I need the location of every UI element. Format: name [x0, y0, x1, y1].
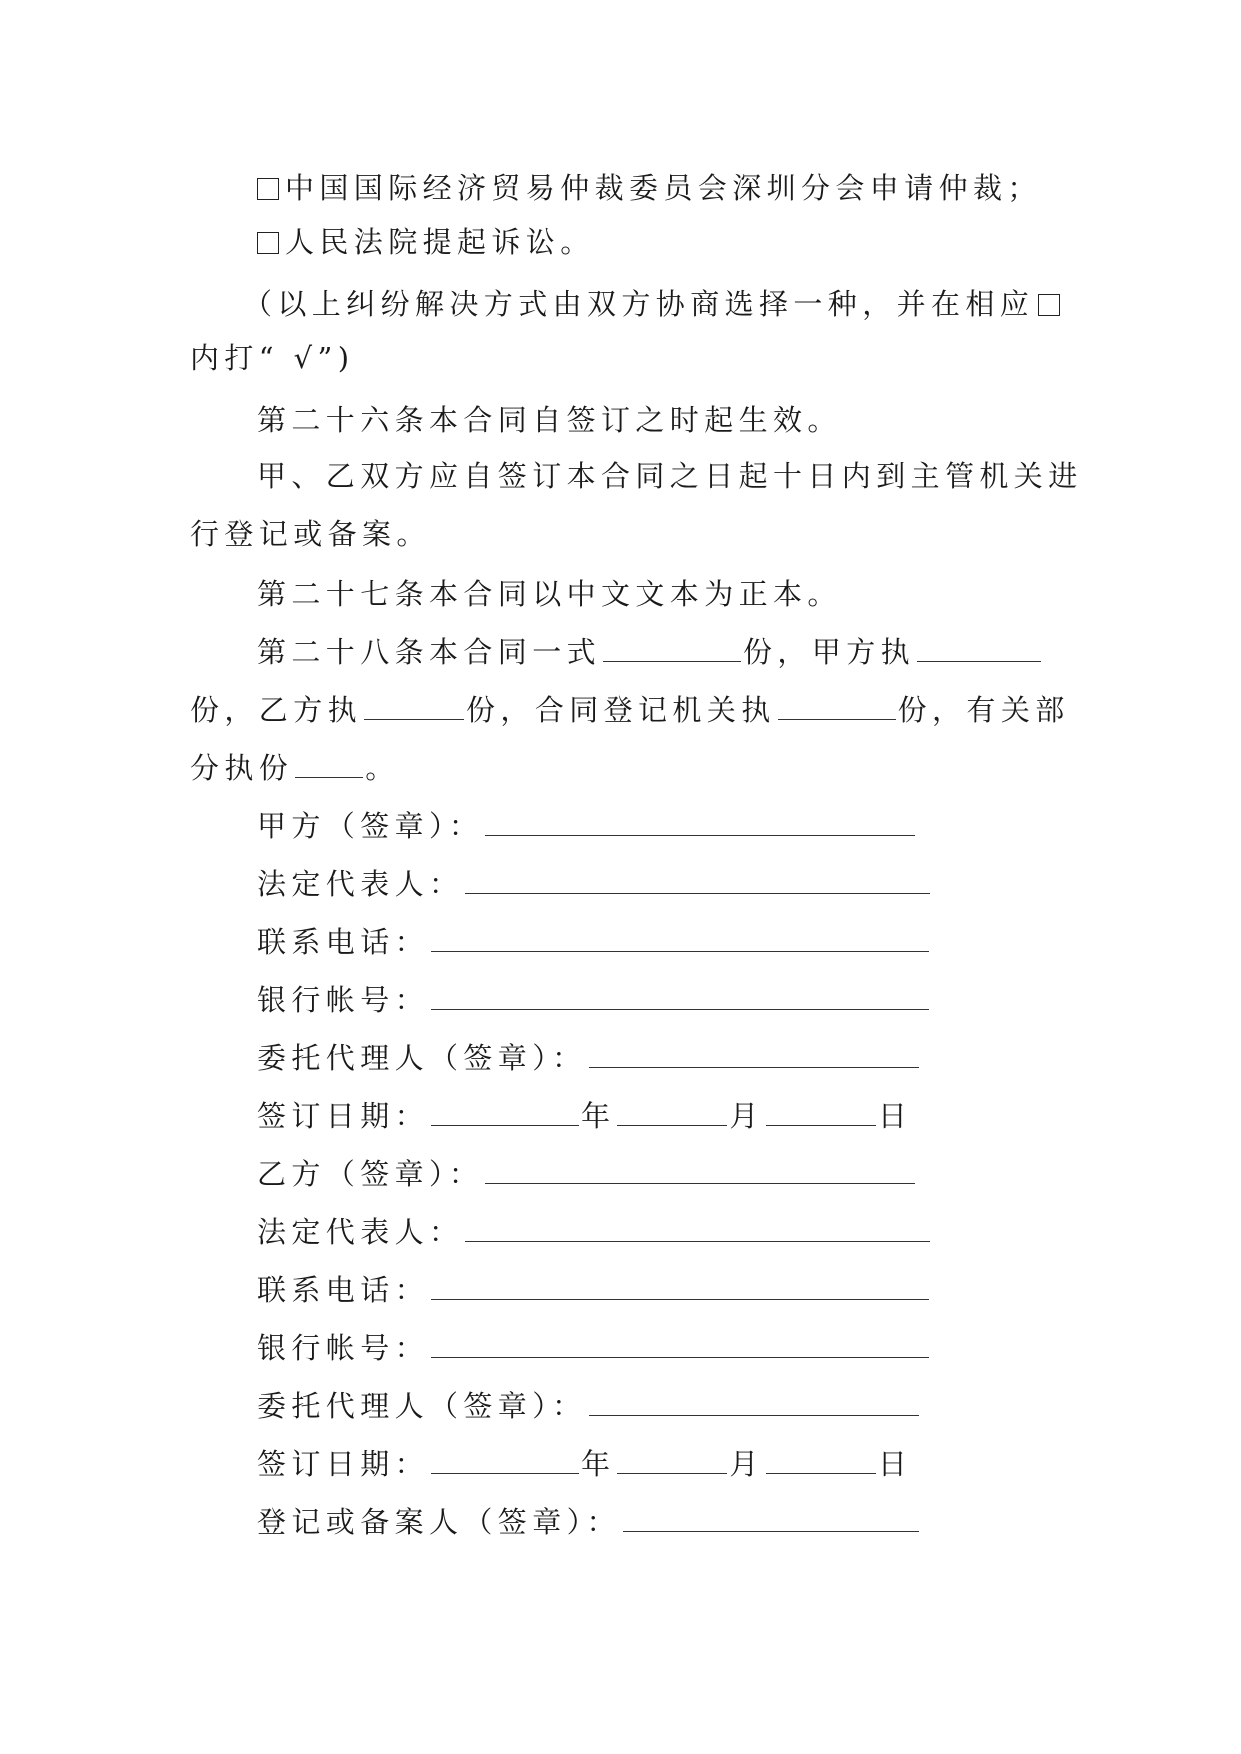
party-b-sign-field[interactable]	[485, 1159, 915, 1184]
party-a-sign-row: 甲方（签章）：	[257, 806, 917, 846]
party-b-year-field[interactable]	[431, 1449, 579, 1474]
option-arbitration: 中国国际经济贸易仲裁委员会深圳分会申请仲裁；	[257, 168, 1042, 208]
party-a-phone-row: 联系电话：	[257, 922, 931, 962]
party-a-month-field[interactable]	[617, 1101, 727, 1126]
article-28-cont: 份，乙方执 份，合同登记机关执 份，有关部	[190, 693, 1070, 727]
selection-note-cont: 内打“ √”)	[190, 341, 355, 375]
registration-clause: 甲、乙双方应自签订本合同之日起十日内到主管机关进	[257, 459, 1083, 493]
copies-party-a-field[interactable]	[917, 637, 1041, 662]
option-litigation: 人民法院提起诉讼。	[257, 222, 595, 262]
party-b-agent-row: 委托代理人（签章）：	[257, 1386, 921, 1426]
party-b-sign-row: 乙方（签章）：	[257, 1154, 917, 1194]
party-a-agent-field[interactable]	[589, 1043, 919, 1068]
party-b-bank-field[interactable]	[431, 1333, 929, 1358]
checkbox-arbitration[interactable]	[257, 178, 279, 200]
copies-party-b-field[interactable]	[364, 695, 464, 720]
party-b-bank-row: 银行帐号：	[257, 1328, 931, 1368]
party-b-month-field[interactable]	[617, 1449, 727, 1474]
registrar-row: 登记或备案人（签章）：	[257, 1502, 921, 1542]
party-a-rep-field[interactable]	[465, 869, 930, 894]
party-b-day-field[interactable]	[766, 1449, 876, 1474]
party-a-bank-row: 银行帐号：	[257, 980, 931, 1020]
party-a-phone-field[interactable]	[431, 927, 929, 952]
party-a-date-row: 签订日期： 年 月 日	[257, 1099, 913, 1133]
party-a-agent-row: 委托代理人（签章）：	[257, 1038, 921, 1078]
article-27: 第二十七条本合同以中文文本为正本。	[257, 577, 842, 611]
registrar-sign-field[interactable]	[623, 1507, 919, 1532]
party-a-rep-row: 法定代表人：	[257, 864, 932, 904]
party-b-date-row: 签订日期： 年 月 日	[257, 1447, 913, 1481]
article-28: 第二十八条本合同一式 份，甲方执	[257, 632, 1043, 672]
party-b-agent-field[interactable]	[589, 1391, 919, 1416]
copies-total-field[interactable]	[603, 637, 741, 662]
party-b-rep-row: 法定代表人：	[257, 1212, 932, 1252]
copies-others-field[interactable]	[295, 753, 363, 778]
article-28-end: 分执份 。	[190, 751, 400, 785]
selection-note: （以上纠纷解决方式由双方协商选择一种，并在相应	[243, 284, 1066, 324]
party-b-phone-row: 联系电话：	[257, 1270, 931, 1310]
party-b-rep-field[interactable]	[465, 1217, 930, 1242]
copies-registrar-field[interactable]	[778, 695, 896, 720]
registration-clause-cont: 行登记或备案。	[190, 517, 431, 551]
party-a-year-field[interactable]	[431, 1101, 579, 1126]
article-26: 第二十六条本合同自签订之时起生效。	[257, 403, 842, 437]
checkbox-litigation[interactable]	[257, 232, 279, 254]
party-a-day-field[interactable]	[766, 1101, 876, 1126]
party-a-bank-field[interactable]	[431, 985, 929, 1010]
party-b-phone-field[interactable]	[431, 1275, 929, 1300]
party-a-sign-field[interactable]	[485, 811, 915, 836]
checkbox-sample	[1038, 294, 1060, 316]
